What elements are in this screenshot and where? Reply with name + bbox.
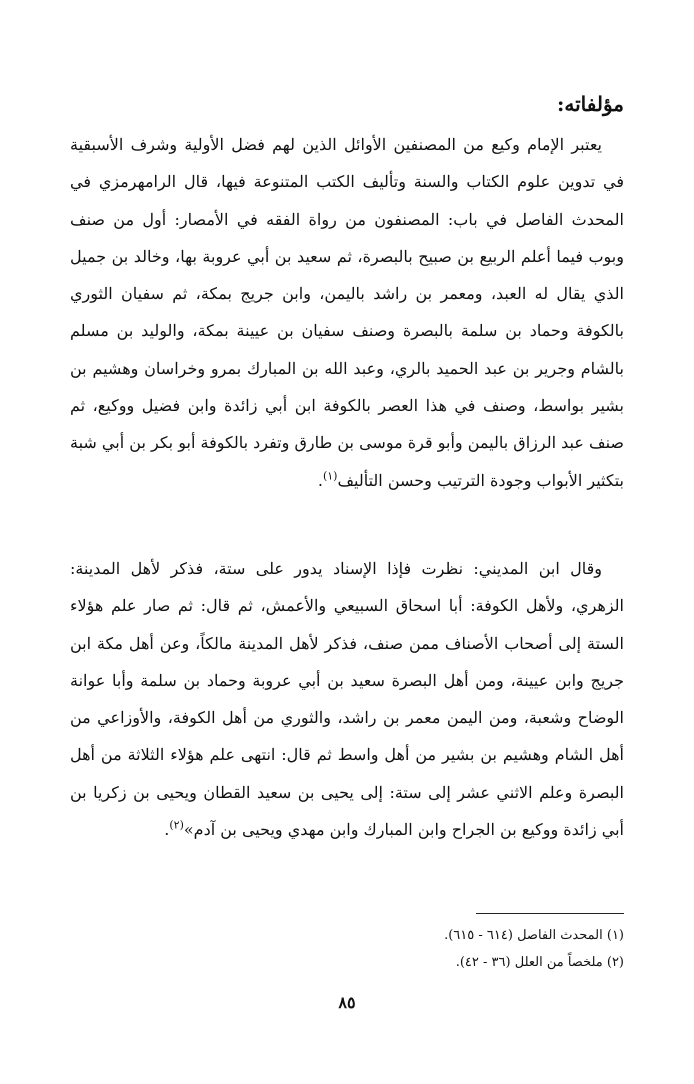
section-heading: مؤلفاته: [556, 92, 624, 116]
footnotes [70, 922, 624, 976]
page-number: ٨٥ [338, 993, 356, 1012]
paragraph-body: يعتبر الإمام وكيع من المصنفين الأوائل الذين لهم فضل الأولية وشرف الأسبقية في تدوين علوم الكتاب والسنة وتأليف الكتب المتنوعة فيها، قال الرامهرمزي في المحدث الفاصل في باب: المصنفون من رواة الفقه في الأمصار: أول من صنف وبوب فيما أعلم الربيع بن صبيح بالبصرة، ثم سعيد بن أبي عروبة بها، وخالد بن جميل الذي يقال له العبد، ومعمر بن راشد باليمن، وابن جريج بمكة، ثم سفيان الثوري بالكوفة وحماد بن سلمة بالبصرة وصنف سفيان بن عيينة بمكة، والوليد بن مسلم بالشام وجرير بن عبد الحميد بالري، وعبد الله بن المبارك بمرو وخراسان وهشيم بن بشير بواسط، وصنف في هذا العصر بالكوفة ابن أبي زائدة وابن فضيل ووكيع، ثم صنف عبد الرزاق باليمن وأبو قرة موسى بن طارق وتفرد بالكوفة أبو بكر بن أبي شبة بتكثير الأبواب وجودة الترتيب وحسن التأليف [70, 135, 625, 490]
paragraph-body: وقال ابن المديني: نظرت فإذا الإسناد يدور على ستة، فذكر لأهل المدينة: الزهري، ولأهل الكوفة: أبا اسحاق السبيعي والأعمش، ثم قال: ثم صار علم هؤلاء الستة إلى أصحاب الأصناف ممن صنف، فذكر لأهل المدينة مالكاً، وعن أهل مكة ابن جريج وابن عيينة، ومن أهل البصرة سعيد بن أبي عروبة وحماد بن سلمة وأبا عوانة الوضاح وشعبة، ومن اليمن معمر بن راشد، والثوري من أهل الكوفة، والأوزاعي من أهل الشام وهشيم بن بشير من أهل واسط ثم قال: انتهى علم هؤلاء الثلاثة من أهل البصرة وعلم الاثني عشر إلى ستة: إلى يحيى بن سعيد القطان ويحيى بن زكريا بن أبي زائدة ووكيع بن الجراح وابن المبارك وابن مهدي ويحيى بن آدم» [70, 559, 624, 840]
footnote-reference-1[interactable]: (١) [322, 469, 338, 483]
paragraph-end: . [164, 820, 170, 840]
body-paragraph-2 [70, 550, 624, 848]
footnote-reference-2[interactable]: (٢) [169, 818, 184, 832]
paragraph-text [70, 126, 624, 499]
paragraph-end: . [317, 470, 323, 490]
footnote-2: (٢) ملخصاً من العلل (٣٦ - ٤٢). [455, 955, 624, 970]
footnote-1: (١) المحدث الفاصل (٦١٤ - ٦١٥). [444, 928, 624, 943]
footnote-divider [476, 913, 624, 914]
paragraph-text [70, 550, 624, 848]
body-paragraph-1 [70, 126, 624, 499]
